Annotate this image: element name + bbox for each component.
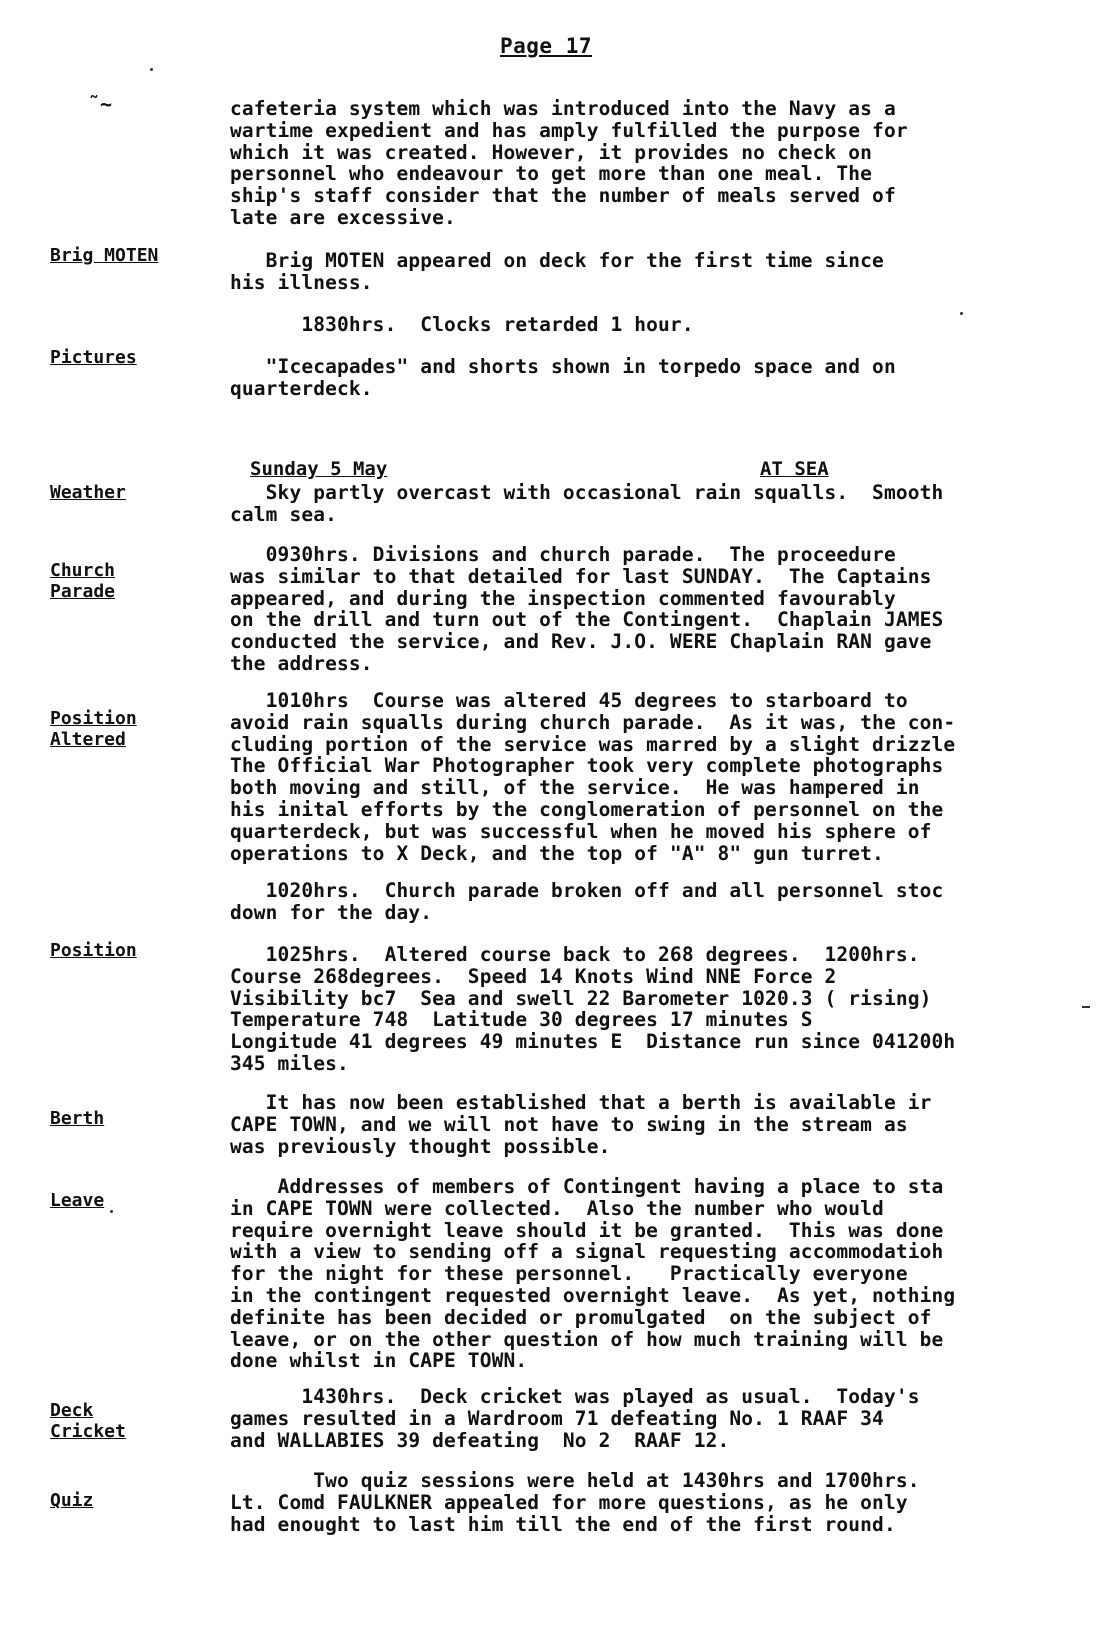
paragraph-church: 0930hrs. Divisions and church parade. The proceedure was similar to that detailed for last SUNDAY. The Captains appeared, and during the inspection commented favourably on the drill and turn out of the Contingent. Chaplain JAMES conducted the service, and Rev. J.O. WERE Chaplain RAN gave the address. — [230, 543, 944, 675]
paragraph-cricket: 1430hrs. Deck cricket was played as usual. Today's games resulted in a Wardroom 71 defeating No. 1 RAAF 34 and WALLABIES 39 defeating No 2 RAAF 12. — [230, 1385, 920, 1452]
margin-label-leave: Leave — [50, 1190, 105, 1211]
speck — [150, 68, 153, 71]
margin-label-weather: Weather — [50, 482, 126, 503]
paragraph-weather: Sky partly overcast with occasional rain squalls. Smooth calm sea. — [230, 481, 944, 526]
paragraph-quiz: Two quiz sessions were held at 1430hrs and 1700hrs. Lt. Comd FAULKNER appealed for more questions, as he only had enought to last him till the end of the first round. — [230, 1469, 920, 1536]
speck — [1082, 1006, 1090, 1008]
margin-label-berth: Berth — [50, 1108, 105, 1129]
paragraph-position-altered: 1010hrs Course was altered 45 degrees to starboard to avoid rain squalls during church parade. As it was, the con- cluding portion of the service was marred by a slight drizzle The Official War Photographer took very complete photographs both moving and still, of the service. He was hampered in his inital efforts by the conglomeration of personnel on the quarterdeck, but was successful when he moved his sphere of operations to X Deck, and the top of "A" 8" gun turret. — [230, 689, 956, 865]
margin-label-position: Position — [50, 940, 137, 961]
margin-label-brig: Brig MOTEN — [50, 245, 159, 266]
page-title: Page 17 — [500, 34, 593, 58]
paragraph-position: 1025hrs. Altered course back to 268 degrees. 1200hrs. Course 268degrees. Speed 14 Knots Wind NNE Force 2 Visibility bc7 Sea and swell 22 Barometer 1020.3 ( rising) Temperature 748 Latitude 30 degrees 17 minutes S Longitude 41 degrees 49 minutes E Distance run since 041200h 345 miles. — [230, 943, 956, 1075]
paragraph-berth: It has now been established that a berth is available ir CAPE TOWN, and we will not have to swing in the stream as was previously thought possible. — [230, 1091, 932, 1158]
margin-label-pictures: Pictures — [50, 347, 137, 368]
location-header: AT SEA — [760, 458, 829, 480]
paragraph-leave: Addresses of members of Contingent having a place to sta in CAPE TOWN were collected. Also the number who would require overnight leave should it be granted. This was done with a view to sending off a signal requesting accommodatioh for the night for these personnel. Practically everyone in the contingent requested overnight leave. As yet, nothing definite has been decided or promulgated on the subject of leave, or on the other question of how much training will be done whilst in CAPE TOWN. — [230, 1175, 956, 1373]
margin-label-church-parade: Church Parade — [50, 560, 116, 602]
margin-label-quiz: Quiz — [50, 1490, 94, 1511]
paragraph-church-off: 1020hrs. Church parade broken off and all personnel stoc down for the day. — [230, 879, 944, 924]
paragraph-pictures: "Icecapades" and shorts shown in torpedo space and on quarterdeck. — [230, 355, 896, 400]
speck — [110, 1210, 113, 1213]
date-header: Sunday 5 May — [250, 458, 388, 480]
paragraph-brig: Brig MOTEN appeared on deck for the first time since his illness. — [230, 249, 884, 294]
margin-label-position-altered: Position Altered — [50, 708, 137, 750]
margin-mark: ˜~ — [88, 92, 113, 116]
paragraph-clocks: 1830hrs. Clocks retarded 1 hour. — [230, 313, 694, 336]
margin-label-deck-cricket: Deck Cricket — [50, 1400, 126, 1442]
paragraph-cafeteria: cafeteria system which was introduced into the Navy as a wartime expedient and has amply fulfilled the purpose for which it was created. However, it provides no check on personnel who endeavour to get more than one meal. The ship's staff consider that the number of meals served of late are excessive. — [230, 97, 908, 229]
